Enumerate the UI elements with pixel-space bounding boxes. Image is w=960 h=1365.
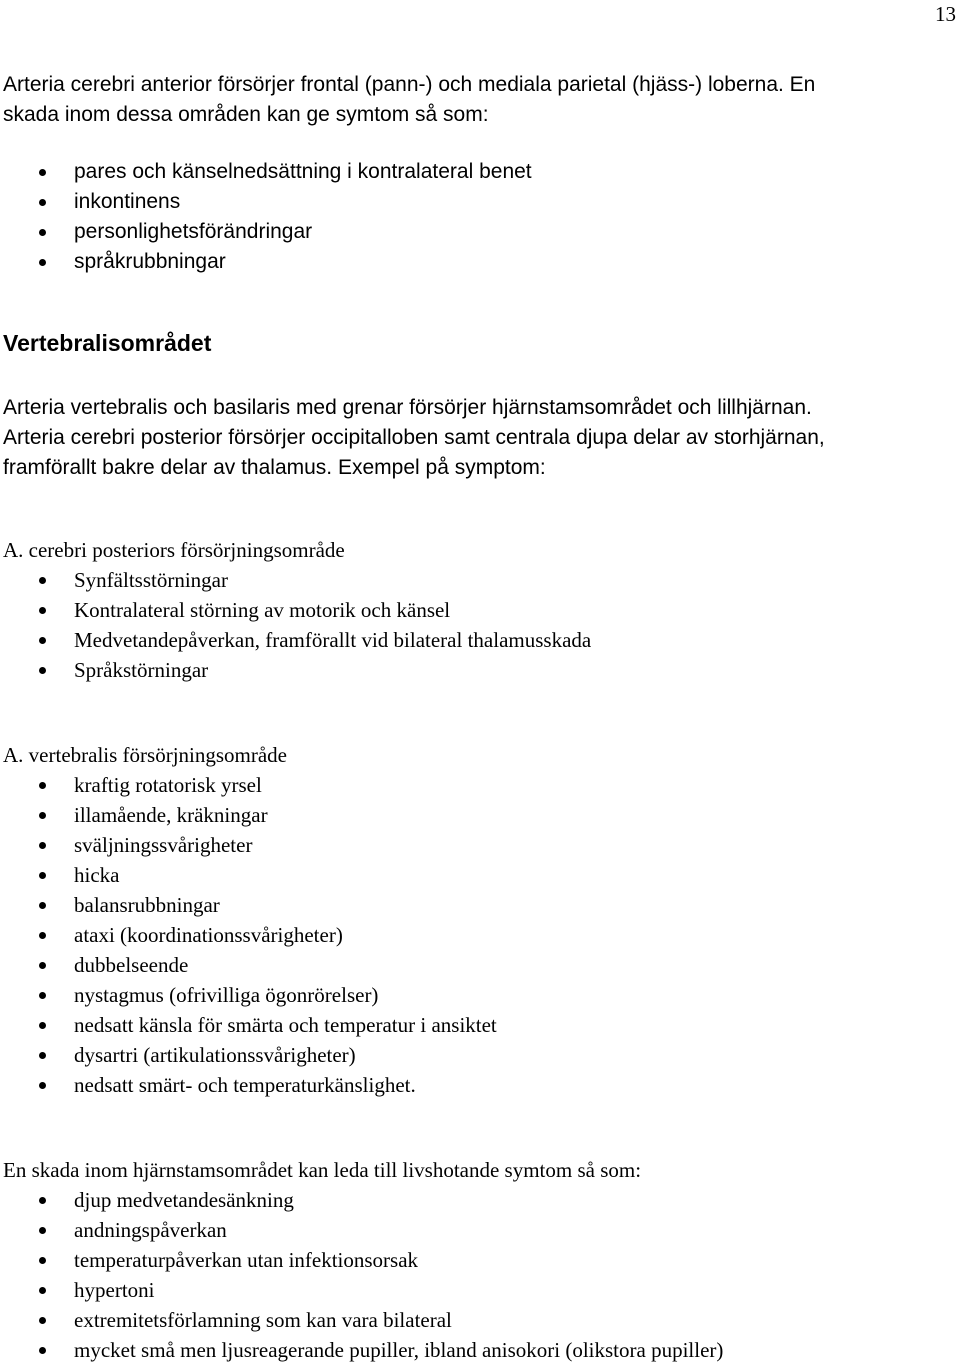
list-item — [3, 860, 497, 890]
bullet-icon — [39, 872, 46, 879]
brainstem-title: En skada inom hjärnstamsområdet kan leda till livshotande symtom så som: — [3, 1158, 642, 1182]
list-item-text: illamående, kräkningar — [74, 803, 268, 827]
brainstem-symptom-list — [3, 1185, 723, 1365]
list-item-text: hicka — [74, 863, 120, 887]
list-item — [3, 1245, 723, 1275]
bullet-icon — [39, 667, 46, 674]
bullet-icon — [39, 229, 46, 236]
list-item — [3, 187, 532, 217]
list-item — [3, 595, 591, 625]
bullet-icon — [39, 607, 46, 614]
bullet-icon — [39, 782, 46, 789]
brainstem-section — [3, 1155, 641, 1185]
list-item — [3, 920, 497, 950]
list-item-text: inkontinens — [74, 190, 181, 213]
list-item — [3, 157, 532, 187]
posterior-symptom-list — [3, 565, 591, 685]
anterior-symptom-list — [3, 157, 532, 277]
bullet-icon — [39, 1227, 46, 1234]
bullet-icon — [39, 1287, 46, 1294]
list-item — [3, 1215, 723, 1245]
list-item-text: pares och känselnedsättning i kontralateral benet — [74, 160, 532, 183]
list-item — [3, 980, 497, 1010]
vertebralis-symptom-list — [3, 770, 497, 1100]
list-item-text: nedsatt känsla för smärta och temperatur i ansiktet — [74, 1013, 497, 1037]
list-item — [3, 625, 591, 655]
list-item — [3, 890, 497, 920]
list-item-text: mycket små men ljusreagerande pupiller, ibland anisokori (olikstora pupiller) — [74, 1338, 724, 1362]
bullet-icon — [39, 1257, 46, 1264]
list-item-text: nedsatt smärt- och temperaturkänslighet. — [74, 1073, 416, 1097]
list-item-text: kraftig rotatorisk yrsel — [74, 773, 262, 797]
list-item-text: temperaturpåverkan utan infektionsorsak — [74, 1248, 419, 1272]
bullet-icon — [39, 637, 46, 644]
page-number: 13 — [935, 2, 956, 26]
vertebral-para-line1: Arteria vertebralis och basilaris med grenar försörjer hjärnstamsområdet och lillhjärnan. — [3, 396, 812, 419]
vertebral-para-line3: framförallt bakre delar av thalamus. Exempel på symptom: — [3, 456, 546, 479]
bullet-icon — [39, 1317, 46, 1324]
bullet-icon — [39, 902, 46, 909]
bullet-icon — [39, 812, 46, 819]
list-item-text: ataxi (koordinationssvårigheter) — [74, 923, 343, 947]
bullet-icon — [39, 259, 46, 266]
bullet-icon — [39, 1052, 46, 1059]
list-item-text: Medvetandepåverkan, framförallt vid bilateral thalamusskada — [74, 628, 592, 652]
list-item-text: Språkstörningar — [74, 658, 209, 682]
list-item-text: Kontralateral störning av motorik och känsel — [74, 598, 451, 622]
list-item-text: dubbelseende — [74, 953, 189, 977]
list-item — [3, 800, 497, 830]
bullet-icon — [39, 992, 46, 999]
bullet-icon — [39, 1347, 46, 1354]
list-item — [3, 1305, 723, 1335]
bullet-icon — [39, 199, 46, 206]
list-item-text: balansrubbningar — [74, 893, 220, 917]
list-item-text: dysartri (artikulationssvårigheter) — [74, 1043, 356, 1067]
list-item — [3, 950, 497, 980]
vertebralis-area-section — [3, 740, 287, 770]
vertebralis-area-title: A. vertebralis försörjningsområde — [3, 743, 288, 767]
list-item-text: sväljningssvårigheter — [74, 833, 253, 857]
vertebral-para-line2: Arteria cerebri posterior försörjer occipitalloben samt centrala djupa delar av storhjärnan, — [3, 426, 825, 449]
bullet-icon — [39, 169, 46, 176]
bullet-icon — [39, 577, 46, 584]
list-item — [3, 770, 497, 800]
vertebral-paragraph — [3, 393, 825, 483]
posterior-title: A. cerebri posteriors försörjningsområde — [3, 538, 345, 562]
bullet-icon — [39, 1197, 46, 1204]
section-heading: Vertebralisområdet — [3, 330, 212, 356]
anterior-intro-line1: Arteria cerebri anterior försörjer frontal (pann-) och mediala parietal (hjäss-) loberna. En — [3, 73, 816, 96]
list-item-text: djup medvetandesänkning — [74, 1188, 294, 1212]
list-item-text: personlighetsförändringar — [74, 220, 313, 243]
list-item-text: Synfältsstörningar — [74, 568, 228, 592]
vertebral-section — [3, 328, 211, 358]
list-item-text: andningspåverkan — [74, 1218, 227, 1242]
bullet-icon — [39, 842, 46, 849]
list-item-text: språkrubbningar — [74, 250, 226, 273]
bullet-icon — [39, 962, 46, 969]
list-item-text: hypertoni — [74, 1278, 155, 1302]
anterior-intro-line2: skada inom dessa områden kan ge symtom så som: — [3, 103, 489, 126]
bullet-icon — [39, 932, 46, 939]
list-item — [3, 830, 497, 860]
list-item — [3, 1185, 723, 1215]
list-item — [3, 1010, 497, 1040]
list-item — [3, 1275, 723, 1305]
list-item — [3, 1040, 497, 1070]
list-item — [3, 247, 532, 277]
list-item — [3, 655, 591, 685]
list-item — [3, 565, 591, 595]
posterior-section — [3, 535, 345, 565]
list-item — [3, 1070, 497, 1100]
anterior-section — [3, 70, 815, 130]
bullet-icon — [39, 1082, 46, 1089]
list-item — [3, 217, 532, 247]
list-item-text: extremitetsförlamning som kan vara bilateral — [74, 1308, 452, 1332]
list-item — [3, 1335, 723, 1365]
bullet-icon — [39, 1022, 46, 1029]
list-item-text: nystagmus (ofrivilliga ögonrörelser) — [74, 983, 379, 1007]
